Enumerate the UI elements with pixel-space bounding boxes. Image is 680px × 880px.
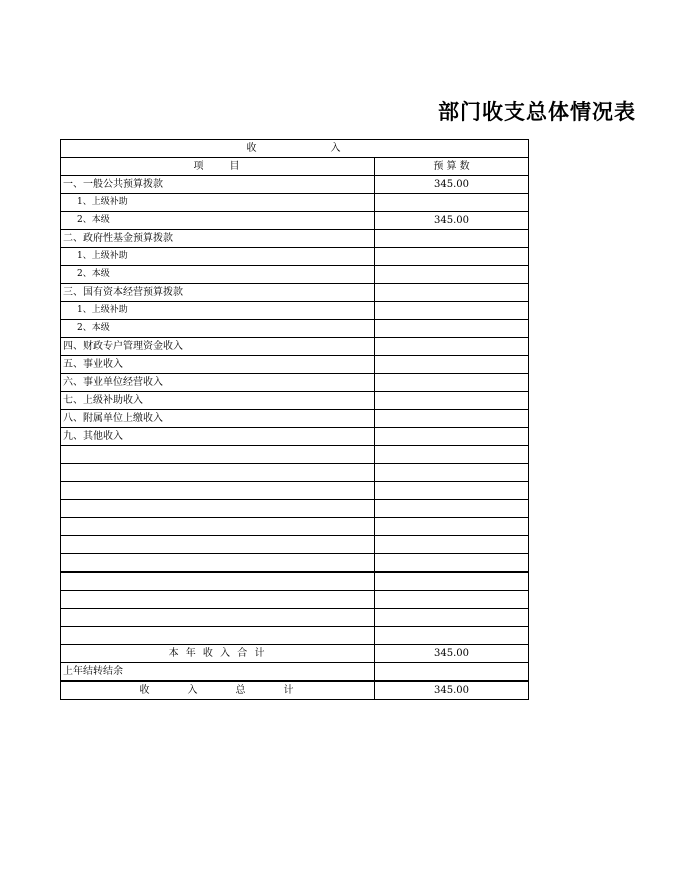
- budget-value-cell[interactable]: [375, 374, 529, 392]
- item-cell[interactable]: 四、财政专户管理资金收入: [61, 338, 375, 356]
- item-cell[interactable]: 2、本级: [61, 212, 375, 230]
- budget-value-cell[interactable]: [375, 446, 529, 464]
- budget-table: [60, 139, 529, 700]
- year-total-row-label: 本 年 收 入 合 计: [61, 645, 375, 663]
- budget-value-cell[interactable]: [375, 591, 529, 609]
- budget-value-cell[interactable]: [375, 230, 529, 248]
- item-cell[interactable]: 1、上级补助: [61, 194, 375, 212]
- item-cell[interactable]: 七、上级补助收入: [61, 392, 375, 410]
- table-row: [61, 410, 529, 428]
- budget-value-cell[interactable]: 345.00: [375, 176, 529, 194]
- carryover-row-label: 上年结转结余: [61, 663, 375, 682]
- page-title: 部门收支总体情况表: [438, 100, 636, 124]
- section-header-row: [61, 140, 529, 158]
- budget-value-cell[interactable]: [375, 536, 529, 554]
- carryover-row-value[interactable]: [375, 663, 529, 682]
- budget-value-cell[interactable]: [375, 392, 529, 410]
- item-cell[interactable]: [61, 500, 375, 518]
- item-cell[interactable]: [61, 627, 375, 645]
- budget-value-cell[interactable]: [375, 572, 529, 591]
- table-row: [61, 446, 529, 464]
- item-cell[interactable]: [61, 446, 375, 464]
- table-row: [61, 284, 529, 302]
- budget-value-cell[interactable]: [375, 500, 529, 518]
- table-row: [61, 591, 529, 609]
- budget-value-cell[interactable]: [375, 356, 529, 374]
- budget-column-header: 预 算 数: [375, 158, 529, 176]
- item-cell[interactable]: [61, 572, 375, 591]
- item-cell[interactable]: 九、其他收入: [61, 428, 375, 446]
- item-cell[interactable]: 2、本级: [61, 320, 375, 338]
- budget-value-cell[interactable]: [375, 464, 529, 482]
- table-row: [61, 392, 529, 410]
- table-row: [61, 248, 529, 266]
- table-row: [61, 374, 529, 392]
- table-row: [61, 572, 529, 591]
- table-row: [61, 518, 529, 536]
- table-row: [61, 554, 529, 573]
- item-cell[interactable]: 二、政府性基金预算拨款: [61, 230, 375, 248]
- item-cell[interactable]: [61, 518, 375, 536]
- table-row: [61, 464, 529, 482]
- table-row: [61, 500, 529, 518]
- item-cell[interactable]: [61, 464, 375, 482]
- budget-value-cell[interactable]: [375, 248, 529, 266]
- table-row: [61, 194, 529, 212]
- budget-value-cell[interactable]: [375, 482, 529, 500]
- section-header-cell: 收 入: [61, 140, 529, 158]
- grand-total-row-value[interactable]: 345.00: [375, 681, 529, 700]
- budget-value-cell[interactable]: [375, 266, 529, 284]
- table-row: [61, 302, 529, 320]
- budget-value-cell[interactable]: [375, 320, 529, 338]
- table-row: [61, 482, 529, 500]
- budget-value-cell[interactable]: [375, 338, 529, 356]
- table-row: [61, 627, 529, 645]
- budget-value-cell[interactable]: [375, 194, 529, 212]
- budget-value-cell[interactable]: [375, 554, 529, 573]
- grand-total-row: [61, 681, 529, 700]
- item-cell[interactable]: [61, 536, 375, 554]
- budget-value-cell[interactable]: [375, 518, 529, 536]
- item-cell[interactable]: 三、国有资本经营预算拨款: [61, 284, 375, 302]
- year-total-row-value[interactable]: 345.00: [375, 645, 529, 663]
- item-cell[interactable]: 2、本级: [61, 266, 375, 284]
- item-cell[interactable]: [61, 591, 375, 609]
- year-total-row: [61, 645, 529, 663]
- budget-value-cell[interactable]: [375, 302, 529, 320]
- budget-value-cell[interactable]: [375, 627, 529, 645]
- budget-value-cell[interactable]: 345.00: [375, 212, 529, 230]
- table-row: [61, 230, 529, 248]
- item-cell[interactable]: 五、事业收入: [61, 356, 375, 374]
- item-cell[interactable]: [61, 609, 375, 627]
- budget-value-cell[interactable]: [375, 428, 529, 446]
- budget-value-cell[interactable]: [375, 609, 529, 627]
- table-row: [61, 338, 529, 356]
- budget-value-cell[interactable]: [375, 410, 529, 428]
- table-row: [61, 266, 529, 284]
- item-cell[interactable]: 六、事业单位经营收入: [61, 374, 375, 392]
- table-row: [61, 176, 529, 194]
- item-column-header: 项 目: [61, 158, 375, 176]
- item-cell[interactable]: 1、上级补助: [61, 248, 375, 266]
- table-row: [61, 536, 529, 554]
- item-cell[interactable]: 1、上级补助: [61, 302, 375, 320]
- grand-total-row-label: 收 入 总 计: [61, 681, 375, 700]
- table-row: [61, 609, 529, 627]
- item-cell[interactable]: [61, 554, 375, 573]
- column-header-row: [61, 158, 529, 176]
- item-cell[interactable]: 一、一般公共预算拨款: [61, 176, 375, 194]
- budget-value-cell[interactable]: [375, 284, 529, 302]
- table-row: [61, 428, 529, 446]
- table-row: [61, 320, 529, 338]
- item-cell[interactable]: [61, 482, 375, 500]
- table-row: [61, 356, 529, 374]
- item-cell[interactable]: 八、附属单位上缴收入: [61, 410, 375, 428]
- table-row: [61, 212, 529, 230]
- carryover-row: [61, 663, 529, 682]
